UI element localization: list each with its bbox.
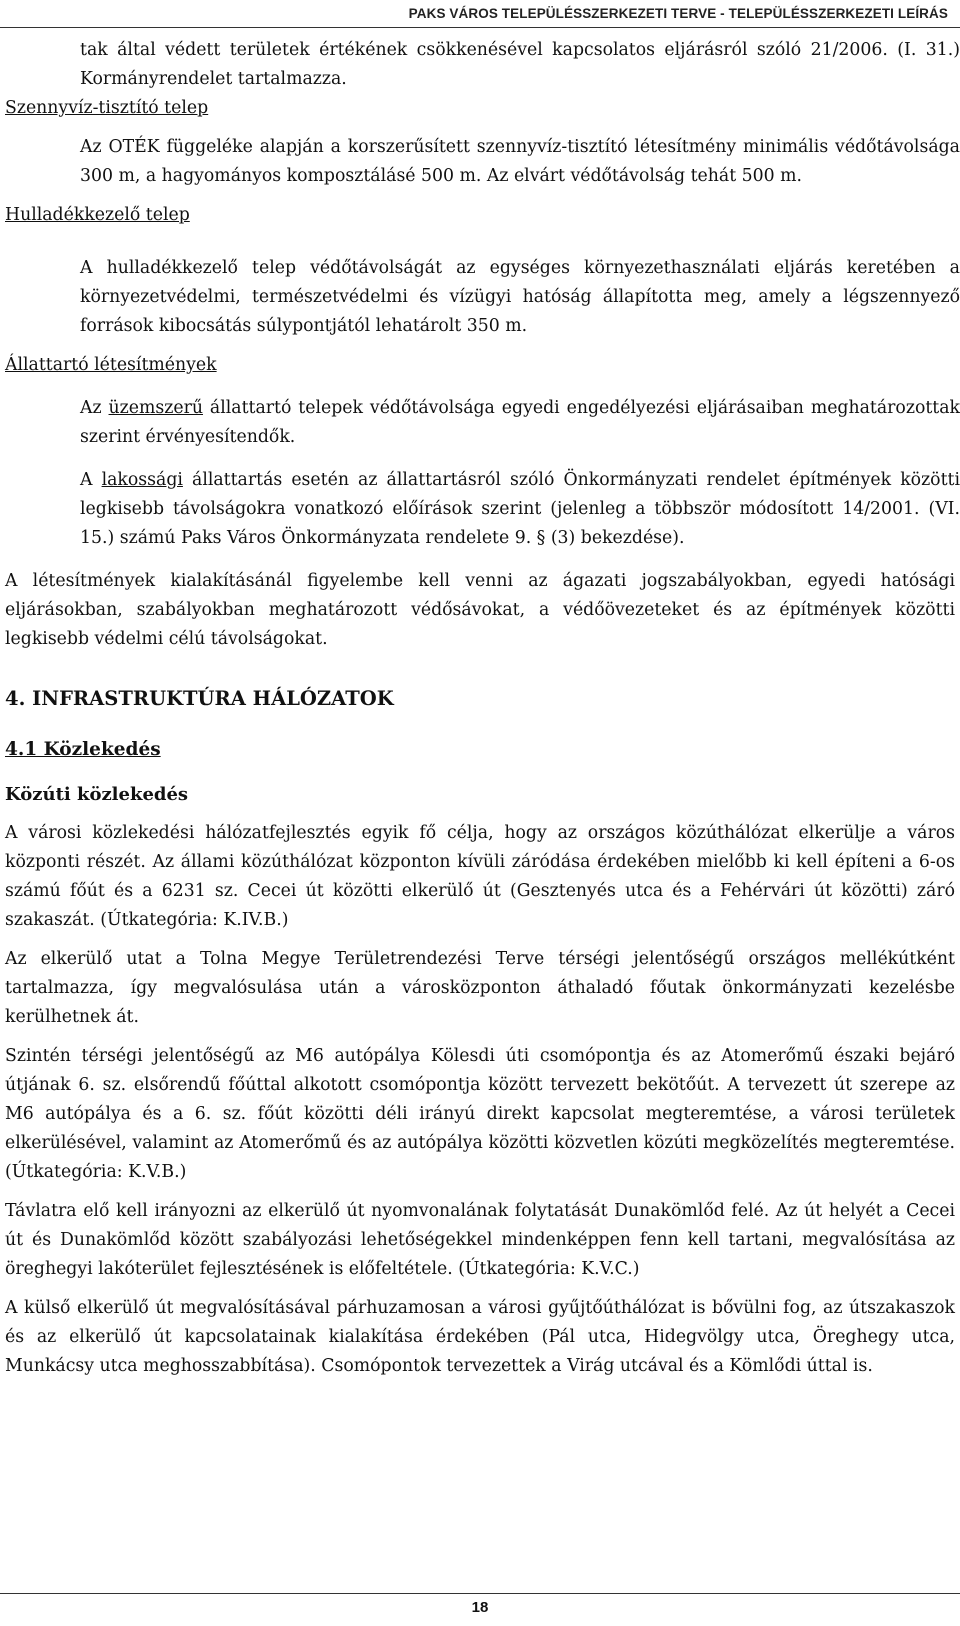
page-content	[5, 36, 960, 1381]
paragraph-allattarto-1	[80, 394, 960, 452]
chapter-heading: 4. INFRASTRUKTÚRA HÁLÓZATOK	[5, 687, 394, 710]
text-fragment: Az	[80, 398, 109, 418]
paragraph-kozut-3: Szintén térségi jelentőségű az M6 autópálya Kölesdi úti csomópontja és az Atomerőmű északi bejáró útjának 6. sz. elsőrendű főúttal alkotott csomópontja között tervezett bekötőút. A tervezett út szerepe az M6 autópálya és a 6. sz. főút közötti déli irányú direkt kapcsolat megteremtése, a városi területek elkerülésével, valamint az Atomerőmű és az autópálya közötti közvetlen közúti megközelítés megteremtése. (Útkategória: K.V.B.)	[5, 1046, 955, 1182]
page-number: 18	[471, 1599, 489, 1616]
text-fragment: állattartás esetén az állattartásról szóló Önkormányzati rendelet építmények közötti legkisebb távolságokra vonatkozó előírások szerint (jelenleg a többször módosított 14/2001. (VI. 15.) számú Paks Város Önkormányzata rendelete 9. § (3) bekezdése).	[80, 470, 960, 548]
paragraph-kozut-1: A városi közlekedési hálózatfejlesztés egyik fő célja, hogy az országos közúthálózat elkerülje a város központi részét. Az állami közúthálózat központon kívüli záródása érdekében mielőbb ki kell építeni a 6-os számú főút és a 6231 sz. Cecei út közötti elkerülő út (Gesztenyés utca és a Fehérvári út közötti) záró szakaszát. (Útkategória: K.IV.B.)	[5, 823, 955, 930]
heading-allattarto: Állattartó létesítmények	[5, 355, 217, 375]
paragraph-szennyviz: Az OTÉK függeléke alapján a korszerűsített szennyvíz-tisztító létesítmény minimális védőtávolsága 300 m, a hagyományos komposztálásé 500 m. Az elvárt védőtávolság tehát 500 m.	[80, 137, 960, 186]
heading-hulladek: Hulladékkezelő telep	[5, 205, 190, 225]
heading-szennyviz: Szennyvíz-tisztító telep	[5, 98, 209, 118]
paragraph-hulladek: A hulladékkezelő telep védőtávolságát az egységes környezethasználati eljárás keretében a környezetvédelmi, természetvédelmi és vízügyi hatóság állapította meg, amely a légszennyező források kibocsátás súlypontjától lehatárolt 350 m.	[80, 258, 960, 336]
intro-paragraph: tak által védett területek értékének csökkenésével kapcsolatos eljárásról szóló 21/2006. (I. 31.) Kormányrendelet tartalmazza.	[80, 40, 960, 89]
paragraph-kozut-5: A külső elkerülő út megvalósításával párhuzamosan a városi gyűjtőúthálózat is bővülni fog, az útszakaszok és az elkerülő út kapcsolatainak kialakítása érdekében (Pál utca, Hidegvölgy utca, Öreghegy utca, Munkácsy utca meghosszabbítása). Csomópontok tervezettek a Virág utcával és a Kömlődi úttal is.	[5, 1298, 955, 1376]
underlined-term-uzemszeru: üzemszerű	[108, 398, 203, 418]
paragraph-letesitmenyek: A létesítmények kialakításánál figyelembe kell venni az ágazati jogszabályokban, egyedi hatósági eljárásokban, szabályokban meghatározott védősávokat, a védőövezeteket és az építmények közötti legkisebb védelmi célú távolságokat.	[5, 571, 955, 649]
paragraph-kozut-4: Távlatra elő kell irányozni az elkerülő út nyomvonalának folytatását Dunakömlőd felé. Az út helyét a Cecei út és Dunakömlőd között szabályozási lehetőségekkel mindenképpen fenn kell tartani, megvalósítása az öreghegyi lakóterület fejlesztésének is előfeltétele. (Útkategória: K.V.C.)	[5, 1201, 955, 1279]
page-footer	[0, 1593, 960, 1616]
text-fragment: A	[80, 470, 102, 490]
page-header: PAKS VÁROS TELEPÜLÉSSZERKEZETI TERVE - TELEPÜLÉSSZERKEZETI LEÍRÁS	[0, 0, 960, 28]
section-heading: 4.1 Közlekedés	[5, 739, 161, 760]
paragraph-allattarto-2	[80, 466, 960, 553]
paragraph-kozut-2: Az elkerülő utat a Tolna Megye Területrendezési Terve térségi jelentőségű országos mellékútként tartalmazza, így megvalósulása után a városközponton áthaladó főutak önkormányzati kezelésbe kerülhetnek át.	[5, 949, 955, 1027]
text-fragment: állattartó telepek védőtávolsága egyedi engedélyezési eljárásaiban meghatározottak szerint érvényesítendők.	[80, 398, 960, 447]
subsection-heading: Közúti közlekedés	[5, 784, 189, 805]
underlined-term-lakossagi: lakossági	[101, 470, 183, 490]
